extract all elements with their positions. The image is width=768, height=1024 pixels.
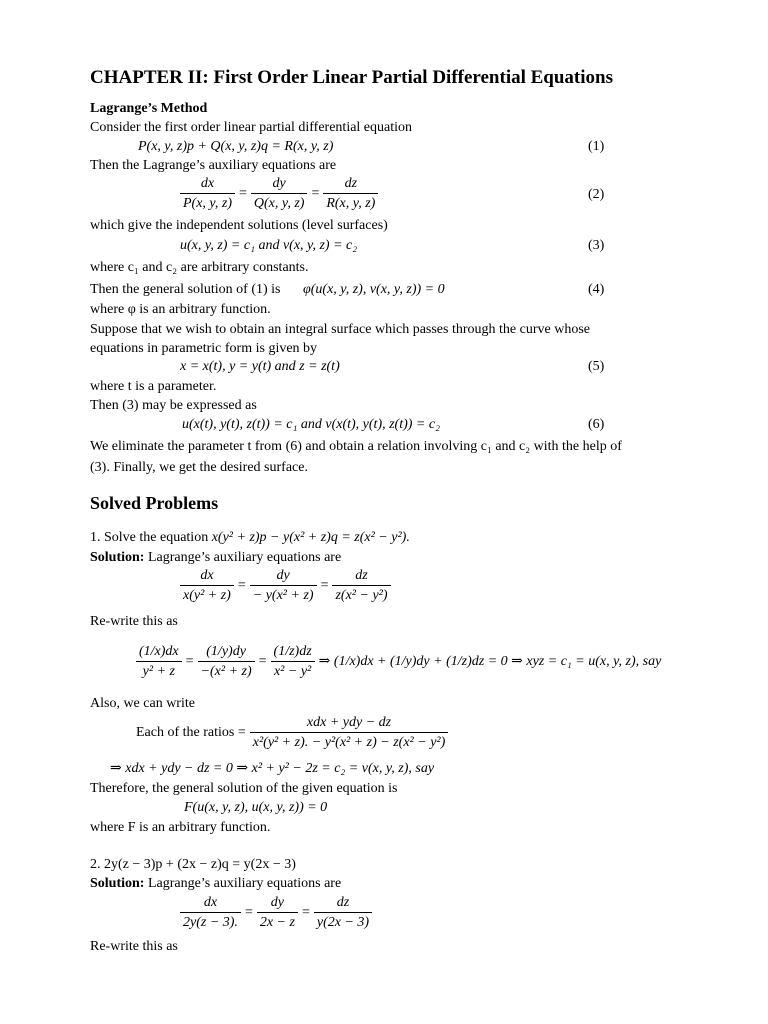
where-F-text: where F is an arbitrary function.	[90, 820, 271, 835]
denominator: P(x, y, z)	[183, 196, 232, 211]
denominator: x²(y² + z). − y²(x² + z) − z(x² − y²)	[252, 735, 446, 750]
fraction	[180, 893, 241, 932]
denominator: R(x, y, z)	[326, 196, 376, 211]
numerator: dy	[257, 893, 298, 913]
numerator: xdx + ydy − dz	[250, 713, 449, 733]
problem-1-equation: x(y² + z)p − y(x² + z)q = z(x² − y²).	[211, 530, 410, 545]
independent-solutions-text: which give the independent solutions (level surfaces)	[90, 218, 388, 233]
denominator: − y(x² + z)	[252, 588, 314, 603]
denominator: x(y² + z)	[183, 588, 231, 603]
rewrite-text-2: Re-write this as	[90, 939, 178, 954]
suppose-text-2: equations in parametric form is given by	[90, 341, 318, 356]
numerator: dy	[250, 566, 317, 586]
also-text: Also, we can write	[90, 696, 195, 711]
fraction	[250, 566, 317, 605]
equation-6: u(x(t), y(t), z(t)) = c₁ and v(x(t), y(t), z(t)) = c₂	[182, 417, 440, 432]
denominator: 2x − z	[259, 915, 295, 930]
equation-4-number: (4)	[588, 282, 605, 297]
solution-label: Solution:	[90, 876, 145, 891]
equation-2: $\frac{dx}{P(x, y, z)}$ = $\frac{dy}{Q(x, y, z)}$ = $\frac{dz}{R(x, y, z)}$	[180, 174, 378, 213]
chapter-title: CHAPTER II: First Order Linear Partial Differential Equations	[90, 67, 614, 88]
intro-text: Consider the first order linear partial differential equation	[90, 120, 413, 135]
numerator: (1/z)dz	[271, 642, 315, 662]
fraction	[180, 566, 234, 605]
problem-2-statement: 2. 2y(z − 3)p + (2x − z)q = y(2x − 3)	[90, 857, 296, 872]
suppose-text-1: Suppose that we wish to obtain an integral surface which passes through the curve whose	[90, 322, 590, 337]
problem-1-statement	[90, 528, 410, 548]
problem-1-second-integral: ⇒ xdx + ydy − dz = 0 ⇒ x² + y² − 2z = c₂ = v(x, y, z), say	[110, 761, 435, 776]
fraction	[180, 174, 235, 213]
problem-1-solution-line	[90, 548, 341, 568]
problem-2-solution-line	[90, 874, 341, 894]
fraction	[198, 642, 255, 681]
equation-2-number: (2)	[588, 187, 605, 202]
equation-5: x = x(t), y = y(t) and z = z(t)	[180, 359, 340, 374]
fraction	[332, 566, 390, 605]
equation-3: u(x, y, z) = c₁ and v(x, y, z) = c₂	[180, 238, 358, 253]
equation-4: φ(u(x, y, z), v(x, y, z)) = 0	[303, 282, 445, 297]
rewrite-text: Re-write this as	[90, 614, 178, 629]
fraction	[250, 713, 449, 752]
eliminate-text-2: (3). Finally, we get the desired surface.	[90, 460, 308, 475]
denominator: y(2x − 3)	[316, 915, 370, 930]
general-solution-text: Then the general solution of (1) is	[90, 282, 281, 297]
solution-label: Solution:	[90, 550, 145, 565]
equation-3-number: (3)	[588, 238, 605, 253]
where-t-text: where t is a parameter.	[90, 379, 217, 394]
then-3-text: Then (3) may be expressed as	[90, 398, 257, 413]
problem-2-aux-equations: $\frac{dx}{2y(z - 3).}$ = $\frac{dy}{2x - z}$ = $\frac{dz}{y(2x - 3)}$	[180, 893, 372, 932]
denominator: y² + z	[142, 664, 175, 679]
fraction	[257, 893, 298, 932]
equation-1-number: (1)	[588, 139, 605, 154]
fraction	[314, 893, 372, 932]
equation-5-number: (5)	[588, 359, 605, 374]
problem-1-general-solution: F(u(x, y, z), u(x, y, z)) = 0	[184, 800, 328, 815]
aux-text: Lagrange’s auxiliary equations are	[147, 550, 342, 565]
where-phi-text: where φ is an arbitrary function.	[90, 302, 271, 317]
eliminate-text-1: We eliminate the parameter t from (6) and obtain a relation involving c₁ and c₂ with the help of	[90, 439, 622, 454]
numerator: dz	[314, 893, 372, 913]
numerator: dx	[180, 174, 235, 194]
fraction	[136, 642, 182, 681]
where-constants-text: where c₁ and c₂ are arbitrary constants.	[90, 260, 309, 275]
numerator: (1/y)dy	[198, 642, 255, 662]
fraction	[323, 174, 378, 213]
denominator: −(x² + z)	[200, 664, 252, 679]
denominator: 2y(z − 3).	[183, 915, 238, 930]
ratios-equation	[136, 713, 448, 752]
numerator: dz	[332, 566, 390, 586]
numerator: dz	[323, 174, 378, 194]
numerator: dy	[251, 174, 308, 194]
numerator: (1/x)dx	[136, 642, 182, 662]
numerator: dx	[180, 566, 234, 586]
problem-1-rewritten-equation: $\frac{(1/x)dx}{\text{y² + z}}$ = $\frac{(1/y)dy}{\text{−(x² + z)}}$ = $\frac{(1/z)dz}{\text{x² − y²}}$ ⇒ (1/x)dx + (1/y)dy + (1/z)dz = 0 ⇒ xyz = c₁ = u(x, y, z), say	[136, 642, 665, 681]
denominator: x² − y²	[273, 664, 312, 679]
problem-1-label: 1. Solve the equation	[90, 530, 209, 545]
fraction	[251, 174, 308, 213]
method-heading: Lagrange’s Method	[90, 101, 208, 116]
fraction	[271, 642, 315, 681]
aux-intro-text: Then the Lagrange’s auxiliary equations are	[90, 158, 337, 173]
solved-problems-heading: Solved Problems	[90, 493, 219, 513]
denominator: Q(x, y, z)	[253, 196, 305, 211]
denominator: z(x² − y²)	[335, 588, 388, 603]
rewritten-sum: ⇒ (1/x)dx + (1/y)dy + (1/z)dz = 0 ⇒ xyz = c₁ = u(x, y, z), say	[318, 653, 662, 669]
ratios-label: Each of the ratios =	[136, 724, 246, 740]
equation-1: P(x, y, z)p + Q(x, y, z)q = R(x, y, z)	[138, 139, 334, 154]
equation-6-number: (6)	[588, 417, 605, 432]
numerator: dx	[180, 893, 241, 913]
therefore-text: Therefore, the general solution of the given equation is	[90, 781, 398, 796]
problem-1-aux-equations: $\frac{dx}{\text{x(y² + z)}}$ = $\frac{dy}{\text{− y(x² + z)}}$ = $\frac{dz}{\text{z(x² − y²)}}$	[180, 566, 391, 605]
aux-text: Lagrange’s auxiliary equations are	[147, 876, 342, 891]
